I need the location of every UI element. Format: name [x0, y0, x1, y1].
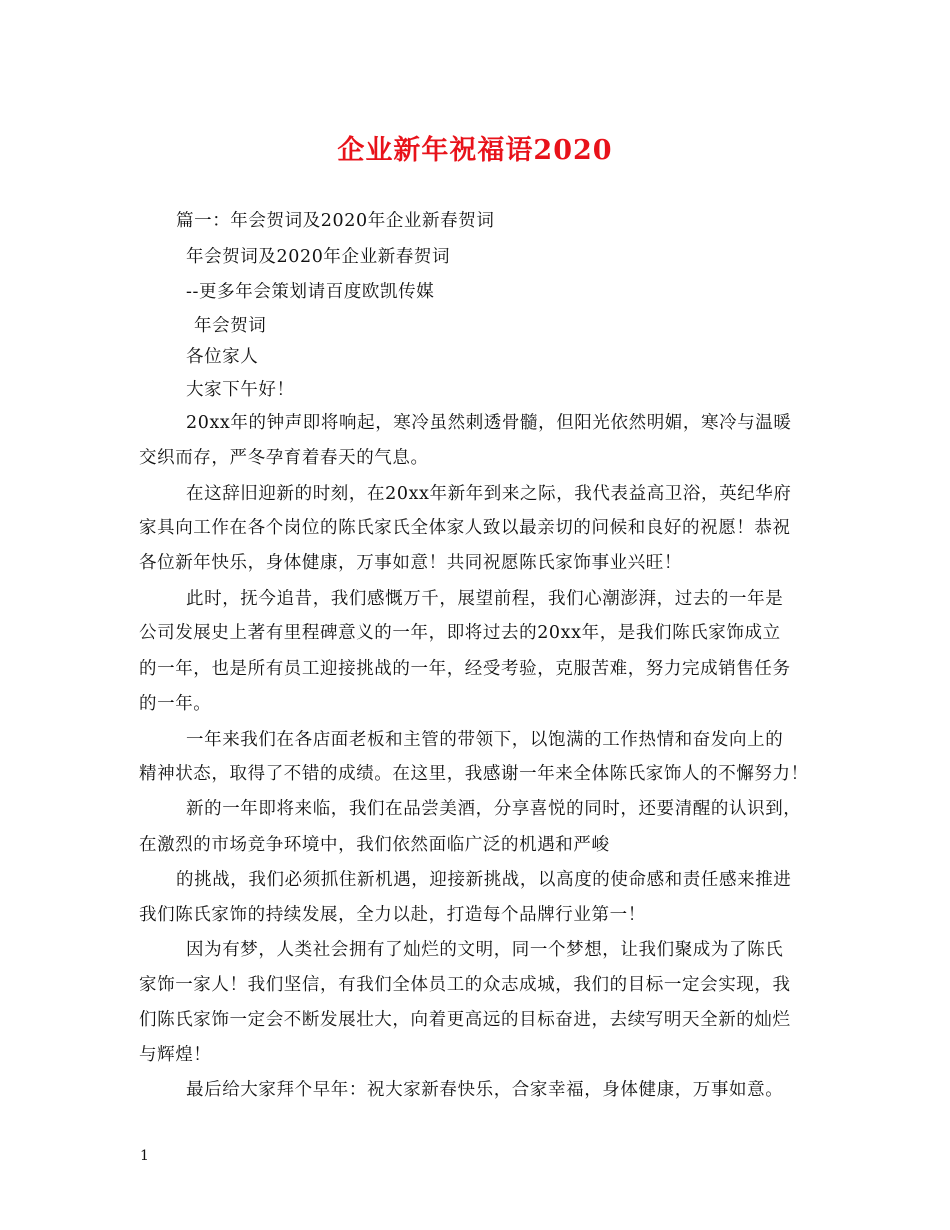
text-line: 公司发展史上著有里程碑意义的一年，即将过去的20xx年，是我们陈氏家饰成立: [139, 623, 781, 643]
text-line: 与辉煌！: [139, 1045, 212, 1065]
text-line: 最后给大家拜个早年：祝大家新春快乐，合家幸福，身体健康，万事如意。: [186, 1080, 784, 1100]
text-line: 各位新年快乐，身体健康，万事如意！共同祝愿陈氏家饰事业兴旺！: [139, 553, 682, 573]
text-line: 们陈氏家饰一定会不断发展壮大，向着更高远的目标奋进，去续写明天全新的灿烂: [139, 1010, 791, 1030]
text-line: 此时，抚今追昔，我们感慨万千，展望前程，我们心潮澎湃，过去的一年是: [186, 589, 784, 609]
text-line: 在激烈的市场竞争环境中，我们依然面临广泛的机遇和严峻: [139, 835, 610, 855]
text-line: 年会贺词: [194, 316, 267, 336]
text-line: 新的一年即将来临，我们在品尝美酒，分享喜悦的同时，还要清醒的认识到，: [186, 799, 802, 819]
text-line: 交织而存，严冬孕育着春天的气息。: [139, 448, 429, 468]
text-line: 篇一：年会贺词及2020年企业新春贺词: [176, 211, 495, 231]
text-line: --更多年会策划请百度欧凯传媒: [186, 282, 435, 302]
text-line: 的挑战，我们必须抓住新机遇，迎接新挑战，以高度的使命感和责任感来推进: [176, 870, 792, 890]
text-line: 的一年，也是所有员工迎接挑战的一年，经受考验，克服苦难，努力完成销售任务: [139, 659, 791, 679]
text-line: 家具向工作在各个岗位的陈氏家氏全体家人致以最亲切的问候和良好的祝愿！恭祝: [139, 518, 791, 538]
document-title: 企业新年祝福语2020: [337, 135, 613, 166]
text-line: 20xx年的钟声即将响起，寒冷虽然刺透骨髓，但阳光依然明媚，寒冷与温暖: [186, 413, 792, 433]
text-line: 在这辞旧迎新的时刻，在20xx年新年到来之际，我代表益高卫浴，英纪华府: [186, 484, 792, 504]
page-number: 1: [140, 1148, 149, 1164]
text-line: 我们陈氏家饰的持续发展，全力以赴，打造每个品牌行业第一！: [139, 905, 646, 925]
text-line: 大家下午好！: [186, 380, 295, 400]
text-line: 家饰一家人！我们坚信，有我们全体员工的众志成城，我们的目标一定会实现，我: [139, 975, 791, 995]
text-line: 各位家人: [186, 347, 259, 367]
text-line: 精神状态，取得了不错的成绩。在这里，我感谢一年来全体陈氏家饰人的不懈努力！: [139, 764, 809, 784]
text-line: 的一年。: [139, 694, 212, 714]
text-line: 年会贺词及2020年企业新春贺词: [186, 247, 451, 267]
text-line: 一年来我们在各店面老板和主管的带领下，以饱满的工作热情和奋发向上的: [186, 730, 784, 750]
text-line: 因为有梦，人类社会拥有了灿烂的文明，同一个梦想，让我们聚成为了陈氏: [186, 940, 784, 960]
